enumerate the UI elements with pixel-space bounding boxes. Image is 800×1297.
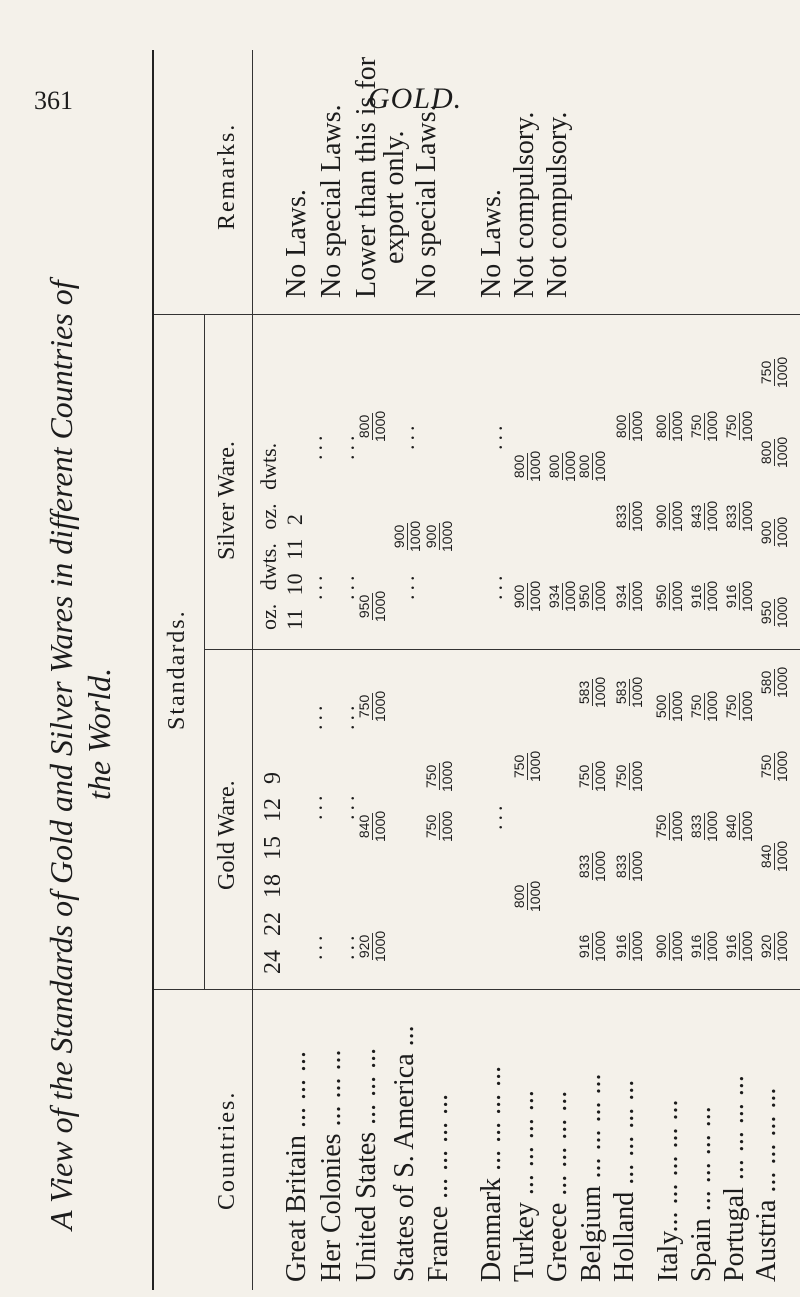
row-divider [252, 990, 253, 1290]
fraction-us-gold-840: 840 1000 [356, 810, 388, 842]
remark-united-states: Lower than this is for [351, 56, 382, 298]
silver-units-row-1: oz. dwts. oz. dwts. [256, 442, 281, 630]
column-divider [204, 649, 800, 650]
page-number: 361 [34, 86, 73, 115]
fraction-turkey-silver-900: 900 1000 [511, 580, 543, 612]
fraction-italy-gold-750: 750 1000 [653, 810, 685, 842]
header-remarks: Remarks. [214, 122, 240, 230]
country-greece: Greece ... ... ... ... [542, 1090, 573, 1282]
country-france: France ... ... ... ... [423, 1093, 454, 1282]
remark-greece: Not compulsory. [542, 111, 573, 298]
country-united-states: United States ... ... ... [351, 1047, 382, 1282]
fraction-austria-silver-950: 950 1000 [758, 596, 790, 628]
remark-turkey: Not compulsory. [509, 111, 540, 298]
fraction-france-silver-900: 900 1000 [423, 520, 455, 552]
dots-great-britain-silver: ... [302, 571, 327, 600]
fraction-austria-gold-580: 580 1000 [758, 666, 790, 698]
standards-table [152, 50, 800, 1290]
dots-great-britain-silver: ... [302, 431, 327, 460]
fraction-austria-gold-840: 840 1000 [758, 840, 790, 872]
fraction-france-gold-750b: 750 1000 [423, 760, 455, 792]
header-silver-ware: Silver Ware. [214, 441, 240, 560]
dots-her-colonies-silver: ... [334, 431, 359, 460]
fraction-us-silver-800: 800 1000 [356, 410, 388, 442]
row-divider [252, 50, 253, 315]
fraction-holland-gold-916: 916 1000 [613, 930, 645, 962]
fraction-spain-gold-916: 916 1000 [688, 930, 720, 962]
fraction-us-silver-950: 950 1000 [356, 590, 388, 622]
country-states-of-s-america: States of S. America ... [389, 1025, 420, 1282]
remark-denmark: No Laws. [476, 189, 507, 298]
fraction-holland-gold-750: 750 1000 [613, 760, 645, 792]
dots-great-britain-gold: ... [302, 791, 327, 820]
fraction-belgium-gold-750: 750 1000 [576, 760, 608, 792]
country-turkey: Turkey ... ... ... ... [509, 1090, 540, 1282]
remark-france: No special Laws. [411, 104, 442, 298]
fraction-belgium-gold-833: 833 1000 [576, 850, 608, 882]
fraction-italy-silver-950: 950 1000 [653, 580, 685, 612]
fraction-us-gold-920: 920 1000 [356, 930, 388, 962]
fraction-portugal-silver-750: 750 1000 [723, 410, 755, 442]
dots-great-britain-gold: ... [302, 701, 327, 730]
dots-denmark-gold: ... [482, 801, 507, 830]
country-holland: Holland ... ... ... ... [609, 1079, 640, 1282]
fraction-italy-gold-500: 500 1000 [653, 690, 685, 722]
fraction-austria-silver-800: 800 1000 [758, 436, 790, 468]
fraction-belgium-silver-950: 950 1000 [576, 580, 608, 612]
fraction-turkey-gold-750: 750 1000 [511, 750, 543, 782]
remark-great-britain: No Laws. [281, 189, 312, 298]
header-standards: Standards. [164, 609, 190, 730]
row-divider [252, 315, 253, 990]
country-austria: Austria ... ... ... ... [751, 1087, 782, 1282]
fraction-austria-silver-750: 750 1000 [758, 356, 790, 388]
title-line-1: A View of the Standards of Gold and Silver Wares in different Countries of [43, 280, 79, 1230]
fraction-portugal-gold-750: 750 1000 [723, 690, 755, 722]
column-divider [154, 989, 800, 990]
fraction-portugal-gold-916: 916 1000 [723, 930, 755, 962]
dots-her-colonies-gold: ... [334, 791, 359, 820]
dots-denmark-silver: ... [482, 571, 507, 600]
fraction-belgium-silver-800: 800 1000 [576, 450, 608, 482]
fraction-holland-silver-833: 833 1000 [613, 500, 645, 532]
fraction-holland-gold-583: 583 1000 [613, 676, 645, 708]
fraction-portugal-silver-833: 833 1000 [723, 500, 755, 532]
fraction-italy-gold-900: 900 1000 [653, 930, 685, 962]
silver-units-row-2: 11 10 11 2 [282, 514, 307, 630]
page-title [42, 280, 118, 1230]
fraction-holland-silver-934: 934 1000 [613, 580, 645, 612]
fraction-holland-silver-800: 800 1000 [613, 410, 645, 442]
gold-carat-units: 24 22 18 15 12 9 [260, 772, 286, 974]
country-spain: Spain ... ... ... ... [686, 1106, 717, 1282]
dots-s-america-silver: ... [394, 421, 419, 450]
fraction-turkey-gold-800: 800 1000 [511, 880, 543, 912]
country-italy: Italy... ... ... ... ... [653, 1099, 684, 1282]
fraction-austria-gold-750: 750 1000 [758, 750, 790, 782]
dots-s-america-silver: ... [394, 571, 419, 600]
running-head: GOLD. [368, 82, 463, 115]
country-denmark: Denmark ... ... ... ... [476, 1065, 507, 1282]
header-countries: Countries. [214, 1090, 240, 1210]
country-great-britain: Great Britain ... ... ... [281, 1051, 312, 1282]
fraction-turkey-silver-800: 800 1000 [511, 450, 543, 482]
dots-great-britain-gold: ... [302, 931, 327, 960]
fraction-s-america-silver-900: 900 1000 [391, 520, 423, 552]
country-belgium: Belgium ... ... ... ... [576, 1073, 607, 1282]
fraction-spain-gold-833: 833 1000 [688, 810, 720, 842]
fraction-austria-silver-900: 900 1000 [758, 516, 790, 548]
dots-her-colonies-gold: ... [334, 701, 359, 730]
dots-her-colonies-silver: ... [334, 571, 359, 600]
fraction-greece-silver-934: 934 1000 [546, 580, 578, 612]
header-gold-ware: Gold Ware. [214, 780, 240, 890]
fraction-greece-silver-800: 800 1000 [546, 450, 578, 482]
fraction-portugal-gold-840: 840 1000 [723, 810, 755, 842]
fraction-holland-gold-833: 833 1000 [613, 850, 645, 882]
country-portugal: Portugal ... ... ... ... [719, 1075, 750, 1282]
remark-her-colonies: No special Laws. [316, 104, 347, 298]
fraction-spain-gold-750: 750 1000 [688, 690, 720, 722]
remark-united-states-cont: export only. [379, 130, 410, 264]
title-line-2: the World. [81, 667, 117, 800]
dots-her-colonies-gold: ... [334, 931, 359, 960]
fraction-us-gold-750: 750 1000 [356, 690, 388, 722]
fraction-belgium-gold-916: 916 1000 [576, 930, 608, 962]
fraction-austria-gold-920: 920 1000 [758, 930, 790, 962]
fraction-italy-silver-800: 800 1000 [653, 410, 685, 442]
fraction-spain-silver-750: 750 1000 [688, 410, 720, 442]
row-divider [204, 315, 205, 990]
fraction-spain-silver-916: 916 1000 [688, 580, 720, 612]
fraction-portugal-silver-916: 916 1000 [723, 580, 755, 612]
fraction-belgium-gold-583: 583 1000 [576, 676, 608, 708]
country-her-colonies: Her Colonies ... ... ... [316, 1049, 347, 1282]
dots-denmark-silver: ... [482, 421, 507, 450]
fraction-italy-silver-900: 900 1000 [653, 500, 685, 532]
fraction-france-gold-750: 750 1000 [423, 810, 455, 842]
column-divider [154, 314, 800, 315]
fraction-spain-silver-843: 843 1000 [688, 500, 720, 532]
